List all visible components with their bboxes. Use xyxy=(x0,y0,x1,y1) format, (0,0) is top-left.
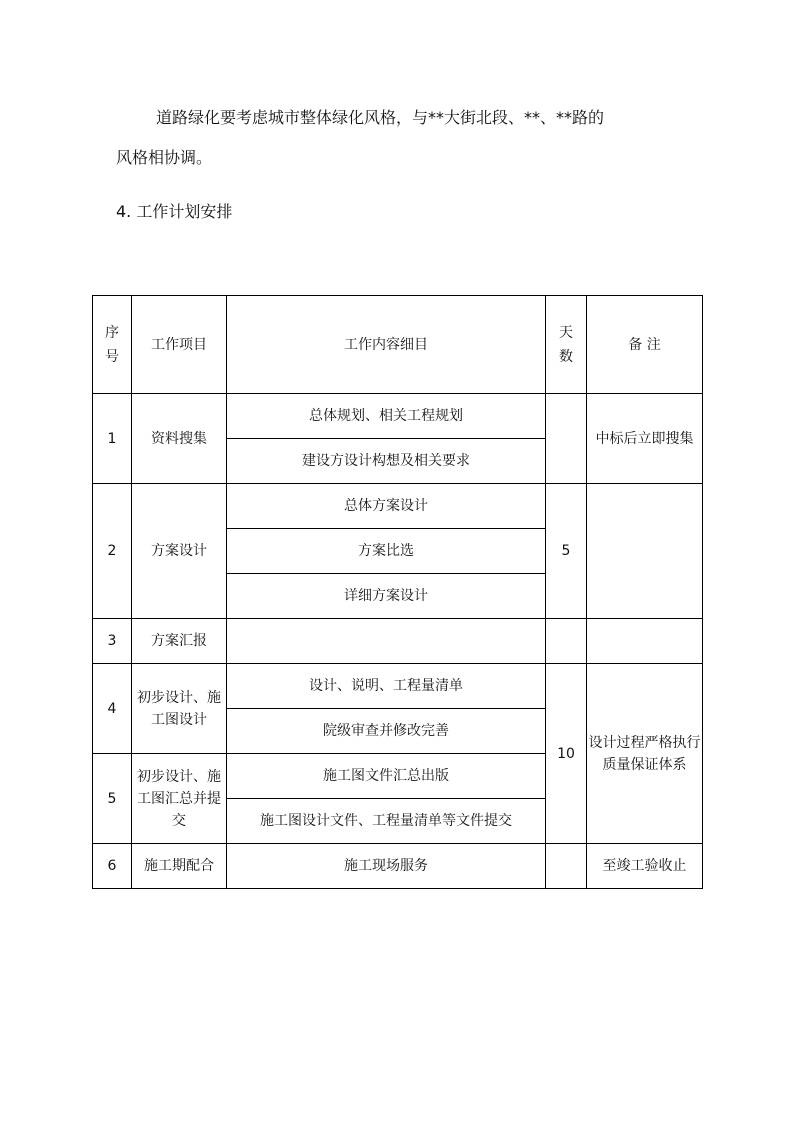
row-3-days xyxy=(546,619,587,664)
row-3-item: 方案汇报 xyxy=(132,619,227,664)
row-2-content-2: 方案比选 xyxy=(227,529,546,574)
row-1-days xyxy=(546,394,587,484)
row-2-content-1: 总体方案设计 xyxy=(227,484,546,529)
row-2-remark xyxy=(587,484,703,619)
header-content: 工作内容细目 xyxy=(227,296,546,394)
table-row xyxy=(93,619,703,664)
row-6-days xyxy=(546,844,587,889)
paragraph-line-1: 道路绿化要考虑城市整体绿化风格，与**大街北段、**、**路的 xyxy=(156,108,605,127)
header-days: 天数 xyxy=(546,296,587,394)
row-2-item: 方案设计 xyxy=(132,484,227,619)
row-3-remark xyxy=(587,619,703,664)
row-6-content: 施工现场服务 xyxy=(227,844,546,889)
table-header-row xyxy=(93,296,703,394)
paragraph-line-2: 风格相协调。 xyxy=(116,148,213,167)
table-row xyxy=(93,664,703,709)
row-6-remark: 至竣工验收止 xyxy=(587,844,703,889)
row-3-index: 3 xyxy=(93,619,132,664)
row-2-days: 5 xyxy=(546,484,587,619)
row-1-remark: 中标后立即搜集 xyxy=(587,394,703,484)
row-5-content-2: 施工图设计文件、工程量清单等文件提交 xyxy=(227,799,546,844)
table-row xyxy=(93,394,703,439)
row-1-content-1: 总体规划、相关工程规划 xyxy=(227,394,546,439)
row-5-index: 5 xyxy=(93,754,132,844)
row-3-content xyxy=(227,619,546,664)
row-2-content-3: 详细方案设计 xyxy=(227,574,546,619)
row-2-index: 2 xyxy=(93,484,132,619)
row-1-index: 1 xyxy=(93,394,132,484)
section-heading: 4. 工作计划安排 xyxy=(116,202,233,221)
row-1-item: 资料搜集 xyxy=(132,394,227,484)
row-4-content-1: 设计、说明、工程量清单 xyxy=(227,664,546,709)
row-5-content-1: 施工图文件汇总出版 xyxy=(227,754,546,799)
row-1-content-2: 建设方设计构想及相关要求 xyxy=(227,439,546,484)
row-4-5-days: 10 xyxy=(546,664,587,844)
row-4-index: 4 xyxy=(93,664,132,754)
body-paragraph xyxy=(116,98,716,178)
row-4-content-2: 院级审查并修改完善 xyxy=(227,709,546,754)
row-6-index: 6 xyxy=(93,844,132,889)
table-row xyxy=(93,484,703,529)
table-row xyxy=(93,844,703,889)
row-6-item: 施工期配合 xyxy=(132,844,227,889)
row-4-5-remark: 设计过程严格执行质量保证体系 xyxy=(587,664,703,844)
row-5-item: 初步设计、施工图汇总并提交 xyxy=(132,754,227,844)
row-4-item: 初步设计、施工图设计 xyxy=(132,664,227,754)
work-plan-table xyxy=(92,295,703,889)
header-index: 序号 xyxy=(93,296,132,394)
header-item: 工作项目 xyxy=(132,296,227,394)
header-remark: 备 注 xyxy=(587,296,703,394)
